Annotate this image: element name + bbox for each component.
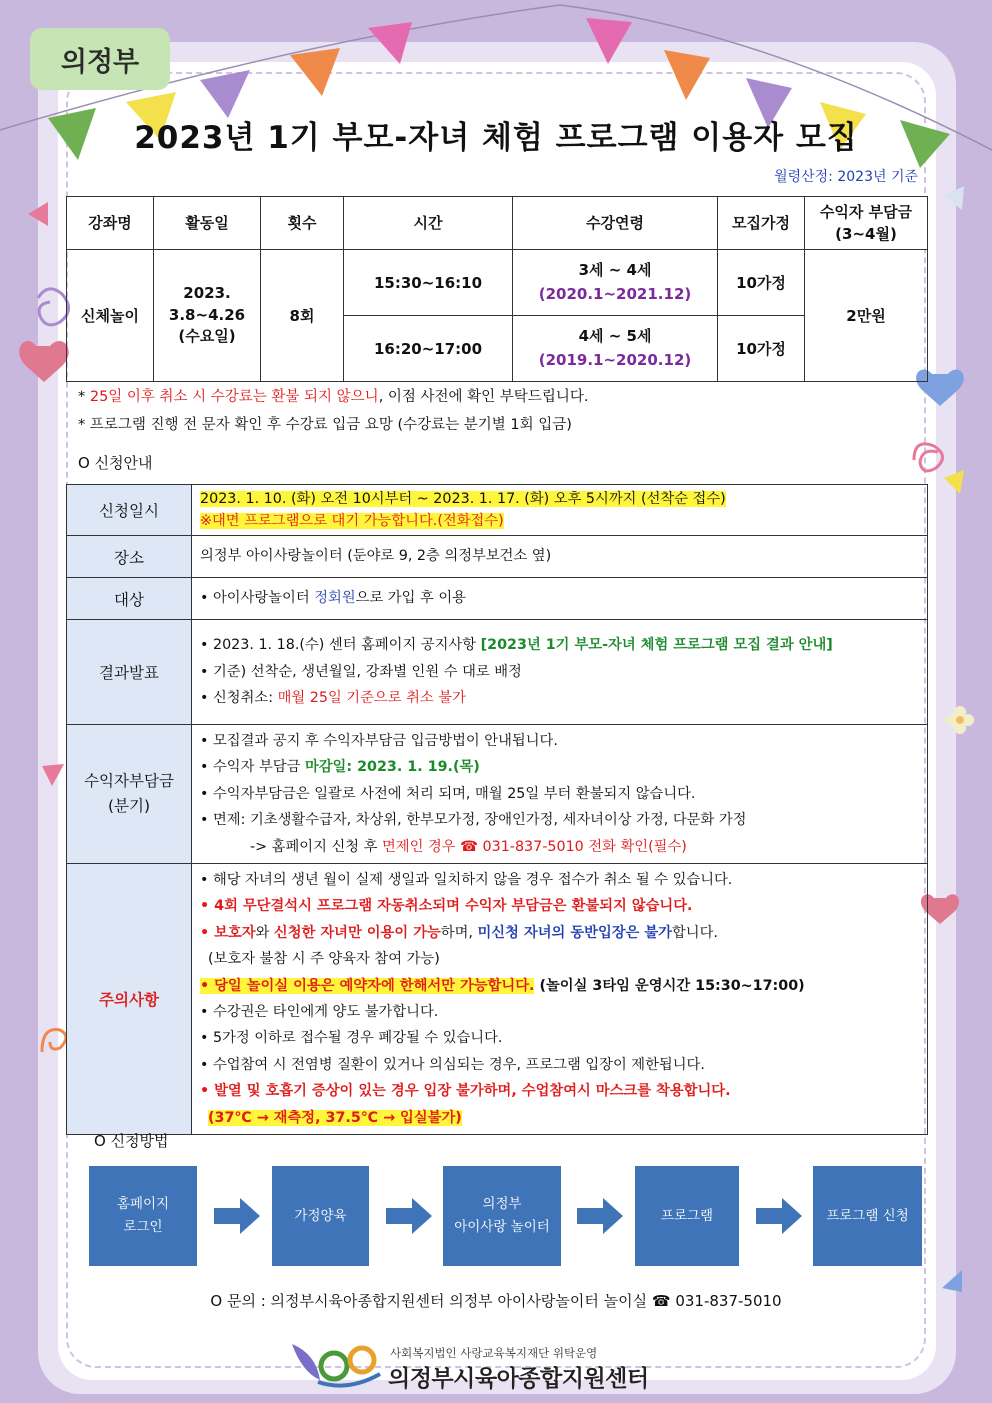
- age-basis-note: 월령산정: 2023년 기준: [774, 169, 918, 185]
- result-notice-title: [2023년 1기 부모-자녀 체험 프로그램 모집 결과 안내]: [480, 637, 833, 654]
- center-logo-icon: [288, 1336, 388, 1392]
- step-1-line-1: 홈페이지: [116, 1196, 170, 1213]
- fee-line-1: • 모집결과 공지 후 수익자부담금 입금방법이 안내됩니다.: [200, 733, 558, 749]
- result-line-1: [200, 632, 919, 658]
- note-payment: * 프로그램 진행 전 문자 확인 후 수강료 입금 요망 (수강료는 분기별 1회 입금): [78, 417, 572, 433]
- step-homepage-login: [89, 1166, 197, 1266]
- schedule-table: [66, 196, 928, 382]
- label-result: 결과발표: [67, 620, 192, 725]
- age-range: [513, 316, 718, 382]
- step-3-line-1: 의정부: [482, 1196, 522, 1213]
- time-slot: 16:20~17:00: [344, 316, 513, 382]
- birth-range: (2019.1~2020.12): [538, 350, 692, 369]
- step-2-line-1: 가정양육: [294, 1207, 347, 1224]
- left-triangle-icon: [38, 760, 68, 790]
- date-line-3: (수요일): [178, 327, 236, 346]
- header-age: 수강연령: [513, 197, 718, 250]
- header-time: 시간: [344, 197, 513, 250]
- period-line-2: ※대면 프로그램으로 대기 가능합니다.(전화접수): [200, 513, 504, 529]
- note-refund-red: 25일 이후 취소 시 수강료는 환불 되지 않으니: [89, 389, 379, 405]
- caution-line-4: (보호자 불참 시 주 양육자 참여 가능): [208, 951, 440, 968]
- info-row-period: [67, 485, 928, 536]
- header-fee-line1: 수익자 부담금: [819, 202, 913, 221]
- fee-line-2-pre: • 수익자 부담금: [200, 759, 305, 776]
- label-fee-line-1: 수익자부담금: [84, 772, 174, 791]
- result-line-2: • 기준) 선착순, 생년월일, 강좌별 인원 수 대로 배정: [200, 663, 522, 680]
- note-star: *: [78, 389, 90, 405]
- header-families: 모집가정: [718, 197, 805, 250]
- label-period: 신청일시: [67, 485, 192, 536]
- header-date: 활동일: [154, 197, 261, 250]
- caution-line-7: • 5가정 이하로 접수될 경우 폐강될 수 있습니다.: [200, 1030, 503, 1047]
- info-row-place: [67, 536, 928, 578]
- header-course: 강좌명: [67, 197, 154, 250]
- region-tag: [30, 28, 170, 90]
- value-fee: [192, 725, 928, 864]
- result-line-3: [200, 685, 919, 711]
- footer-center-name: 의정부시육아종합지원센터: [388, 1366, 649, 1392]
- date-line-1: 2023.: [183, 283, 231, 302]
- arrow-right-icon: [214, 1196, 260, 1236]
- age-range: [513, 250, 718, 316]
- time-slot: 15:30~16:10: [344, 250, 513, 316]
- caution-line-3: [200, 920, 919, 946]
- step-1-line-2: 로그인: [123, 1219, 163, 1235]
- result-line-1-pre: • 2023. 1. 18.(수) 센터 홈페이지 공지사항: [200, 637, 481, 654]
- arrow-right-icon: [386, 1196, 432, 1236]
- info-row-caution: [67, 864, 928, 1135]
- info-row-target: [67, 578, 928, 620]
- fee-line-3: • 수익자부담금은 일괄로 사전에 처리 되며, 매월 25일 부터 환불되지 않습니다.: [200, 785, 696, 802]
- schedule-header-row: [67, 197, 928, 250]
- region-tag-text: 의정부: [60, 46, 140, 78]
- info-table: [66, 484, 928, 1135]
- caution-reservation-only: • 당일 놀이실 이용은 예약자에 한해서만 가능합니다.: [200, 977, 535, 994]
- fee-line-4: • 면제: 기초생활수급자, 차상위, 한부모가정, 장애인가정, 세자녀이상 가정, 다문화 가정: [200, 812, 747, 829]
- caution-line-1: • 해당 자녀의 생년 월이 실제 생일과 일치하지 않을 경우 접수가 취소 될 수 있습니다.: [200, 872, 733, 889]
- footer-operator: 사회복지법인 사랑교육복지재단 위탁운영: [390, 1346, 598, 1360]
- value-period: [192, 485, 928, 536]
- age-text: 3세 ~ 4세: [578, 261, 652, 280]
- fee-exemption-phone: 면제인 경우 ☎ 031-837-5010 전화 확인(필수): [382, 838, 687, 855]
- info-row-result: [67, 620, 928, 725]
- info-row-fee: [67, 725, 928, 864]
- caution-guardian: • 보호자: [200, 924, 256, 941]
- step-3-line-2: 아이사랑 놀이터: [454, 1219, 550, 1235]
- section-apply-info: O 신청안내: [78, 454, 153, 472]
- caution-line-8: • 수업참여 시 전염병 질환이 있거나 의심되는 경우, 프로그램 입장이 제한됩니다.: [200, 1056, 705, 1073]
- note-refund: [78, 385, 588, 406]
- label-fee: [67, 725, 192, 864]
- result-cancel-rule: 매월 25일 기준으로 취소 불가: [277, 690, 466, 707]
- fee-line-5: [200, 834, 919, 860]
- step-home-parenting: [272, 1166, 369, 1266]
- value-caution: [192, 864, 928, 1135]
- contact-info: O 문의 : 의정부시육아종합지원센터 의정부 아이사랑놀이터 놀이실 ☎ 031-837-5010: [210, 1292, 782, 1310]
- birth-range: (2020.1~2021.12): [538, 284, 692, 303]
- step-playground: [443, 1166, 561, 1266]
- target-post: 으로 가입 후 이용: [355, 590, 466, 607]
- caution-while: 하며,: [440, 924, 478, 941]
- caution-line-6: • 수강권은 타인에게 양도 불가합니다.: [200, 1004, 439, 1021]
- family-count: 10가정: [718, 250, 805, 316]
- label-fee-line-2: (분기): [107, 797, 151, 816]
- fee-line-2: [200, 754, 919, 780]
- page-title: 2023년 1기 부모-자녀 체험 프로그램 이용자 모집: [134, 120, 858, 156]
- caution-hours: (놀이실 3타임 운영시간 15:30~17:00): [534, 977, 805, 994]
- flower-icon: [940, 700, 980, 740]
- age-text: 4세 ~ 5세: [578, 327, 652, 346]
- course-name: 신체놀이: [67, 250, 154, 382]
- arrow-right-icon: [577, 1196, 623, 1236]
- caution-line-10: [200, 1105, 919, 1131]
- header-sessions: 횟수: [261, 197, 344, 250]
- target-member: 정회원: [314, 590, 356, 607]
- step-5-line-1: 프로그램 신청: [826, 1207, 909, 1224]
- course-fee: 2만원: [805, 250, 928, 382]
- header-fee-line2: (3~4월): [835, 225, 897, 243]
- caution-registered-child: 신청한 자녀만 이용이 가능: [273, 924, 441, 941]
- arrow-right-icon: [756, 1196, 802, 1236]
- caution-line-5: [200, 973, 919, 999]
- step-program: [635, 1166, 739, 1266]
- date-line-2: 3.8~4.26: [168, 305, 246, 324]
- caution-temperature: (37℃ → 재측정, 37.5℃ → 입실불가): [208, 1109, 462, 1126]
- section-method: O 신청방법: [94, 1132, 169, 1150]
- label-target: 대상: [67, 578, 192, 620]
- label-caution: 주의사항: [67, 864, 192, 1135]
- target-pre: • 아이사랑놀이터: [200, 590, 315, 607]
- note-refund-rest: , 이점 사전에 확인 부탁드립니다.: [378, 389, 589, 405]
- step-4-line-1: 프로그램: [660, 1207, 714, 1224]
- value-target: [192, 578, 928, 620]
- step-program-apply: [813, 1166, 922, 1266]
- label-place: 장소: [67, 536, 192, 578]
- schedule-row-1: [67, 250, 928, 316]
- caution-line-9: • 발열 및 호흡기 증상이 있는 경우 입장 불가하며, 수업참여시 마스크를 착용합니다.: [200, 1083, 731, 1100]
- caution-end: 합니다.: [671, 924, 718, 941]
- period-line-1: 2023. 1. 10. (화) 오전 10시부터 ~ 2023. 1. 17. (화) 오후 5시까지 (선착순 접수): [200, 491, 726, 507]
- course-dates: [154, 250, 261, 382]
- result-line-3-pre: • 신청취소:: [200, 690, 278, 707]
- caution-and: 와: [255, 924, 274, 941]
- fee-deadline: 마감일: 2023. 1. 19.(목): [304, 759, 480, 776]
- fee-line-5-pre: -> 홈페이지 신청 후: [250, 838, 382, 855]
- family-count: 10가정: [718, 316, 805, 382]
- value-result: [192, 620, 928, 725]
- value-place: 의정부 아이사랑놀이터 (둔야로 9, 2층 의정부보건소 옆): [192, 536, 928, 578]
- caution-unregistered-child: 미신청 자녀의 동반입장은 불가: [477, 924, 672, 941]
- course-sessions: 8회: [261, 250, 344, 382]
- header-fee: [805, 197, 928, 250]
- caution-line-2: • 4회 무단결석시 프로그램 자동취소되며 수익자 부담금은 환불되지 않습니다.: [200, 898, 693, 915]
